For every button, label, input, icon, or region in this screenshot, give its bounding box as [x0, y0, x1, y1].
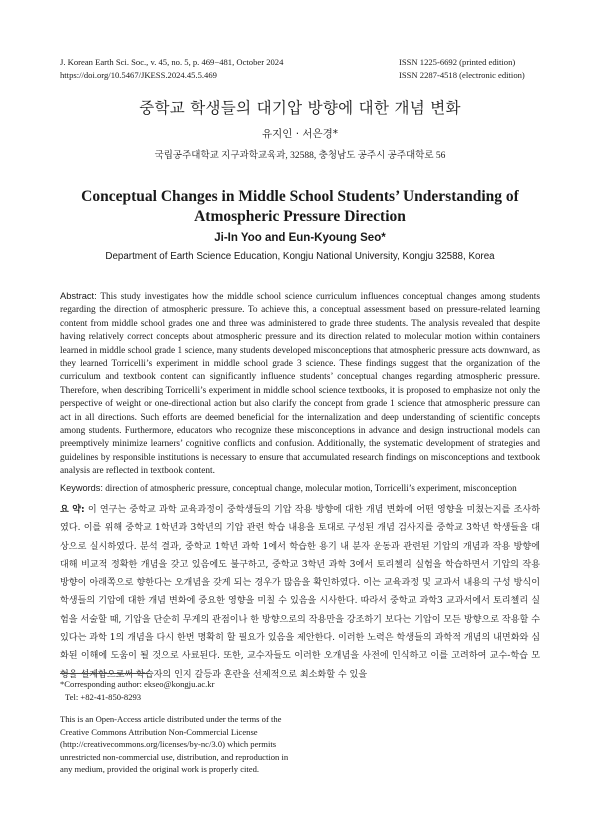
- keywords: [60, 482, 540, 495]
- english-authors: Ji-In Yoo and Eun-Kyoung Seo*: [214, 232, 386, 244]
- english-abstract: [60, 290, 540, 479]
- issn-electronic: ISSN 2287-4518 (electronic edition): [399, 70, 525, 80]
- corresponding-author-email: *Corresponding author: ekseo@kongju.ac.kr: [60, 679, 215, 689]
- abstract-text: This study investigates how the middle school science curriculum influences conceptual changes among students regarding the direction of atmospheric pressure. To achieve this, a conceptual assessment based on pressure-related learning content from middle school grades one and three was administered to grade three students. The analysis revealed that despite having relatively correct concepts about atmospheric pressure and its direction related to molecular motion within containers learned in middle school grade 1 science, many students developed misconceptions that atmospheric pressure acts downward, as they learned Torricelli’s experiment in middle school grade 3 science. These findings suggest that the organization of the curriculum and textbook content can significantly influence students’ conceptual changes regarding atmospheric pressure. Therefore, when describing Torricelli’s experiment in middle school science textbooks, it is proposed to emphasize not only the perspective of weight or one-directional action but also clarify the concept from grade 1 science that atmospheric pressure can act in all directions. Such efforts are deemed beneficial for the internalization and deep understanding of scientific concepts among students. Furthermore, educators who recognize these misconceptions in advance and design instructional models can preemptively minimize learners’ cognitive conflicts and confusion. Additionally, the systematic development of strategies and guidelines by responsible institutions is necessary to ensure that accumulated research findings on misconceptions and textbook analysis are reflected in textbook content.: [60, 292, 540, 477]
- abstract-label: Abstract:: [60, 291, 97, 301]
- keywords-text: direction of atmospheric pressure, conceptual change, molecular motion, Torricelli’s experiment, misconception: [102, 483, 517, 493]
- corresponding-author-tel: Tel: +82-41-850-8293: [65, 691, 142, 702]
- korean-abstract: [60, 501, 540, 684]
- journal-header: [60, 56, 283, 82]
- korean-affiliation: 국립공주대학교 지구과학교육과, 32588, 충청남도 공주시 공주대학로 56: [154, 151, 446, 161]
- footnote-divider: [60, 673, 150, 674]
- open-access-license: This is an Open-Access article distributed under the terms of the Creative Commons Attribution Non-Commercial License (http://creativecommons.org/licenses/by-nc/3.0) which permits unrestricted non-commercial use, distribution, and reproduction in any medium, provided the original work is properly cited.: [60, 714, 289, 774]
- korean-abstract-text: 이 연구는 중학교 과학 교육과정이 중학생들의 기압 작용 방향에 대한 개념 변화에 어떤 영향을 미쳤는지를 조사하였다. 이를 위해 중학교 1학년과 3학년의 기압 관련 학습 내용을 토대로 구성된 개념 검사지를 중학교 3학년 학생들을 대상으로 실시하였다. 분석 결과, 중학교 1학년 과학 1에서 학습한 용기 내 분자 운동과 관련된 기압의 개념과 작용 방향에 대해 비교적 정확한 개념을 갖고 있음에도 불구하고, 중학교 3학년 과학 3에서 토리첼리 실험을 학습하면서 기압의 작용 방향이 아래쪽으로 향한다는 오개념을 갖게 되는 경우가 많음을 확인하였다. 이는 교육과정 및 교과서 내용의 구성 방식이 학생들의 기압에 대한 개념 변화에 중요한 영향을 미칠 수 있음을 시사한다. 따라서 중학교 과학3 교과서에서 토리첼리 실험을 서술할 때, 기압을 단순히 무게의 관점이나 한 방향으로의 작용만을 강조하기 보다는 기압이 모든 방향으로 작용할 수 있다는 과학 1의 개념을 다시 한번 명확히 할 필요가 있음을 제안한다. 이러한 노력은 학생들의 과학적 개념의 내면화와 심화된 이해에 도움이 될 것으로 사료된다. 또한, 교수자들도 이러한 오개념을 사전에 인식하고 이를 고려하여 교수-학습 모형을 설계함으로써 학습자의 인지 갈등과 혼란을 선제적으로 최소화할 수 있을: [60, 505, 540, 680]
- journal-citation: J. Korean Earth Sci. Soc., v. 45, no. 5, p. 469−481, October 2024: [60, 57, 284, 67]
- issn-print: ISSN 1225-6692 (printed edition): [399, 57, 516, 67]
- doi-link[interactable]: https://doi.org/10.5467/JKESS.2024.45.5.469: [60, 70, 217, 80]
- korean-abstract-label: 요 약:: [60, 505, 85, 515]
- keywords-label: Keywords:: [60, 483, 103, 493]
- issn-block: [399, 56, 525, 82]
- korean-authors: 유지인 · 서은경*: [261, 128, 339, 140]
- english-title: Conceptual Changes in Middle School Students’ Understanding of Atmospheric Pressure Direction: [81, 188, 519, 225]
- korean-title: 중학교 학생들의 대기압 방향에 대한 개념 변화: [139, 99, 461, 117]
- corresponding-author-note: [60, 678, 214, 703]
- english-affiliation: Department of Earth Science Education, Kongju National University, Kongju 32588, Korea: [105, 251, 495, 262]
